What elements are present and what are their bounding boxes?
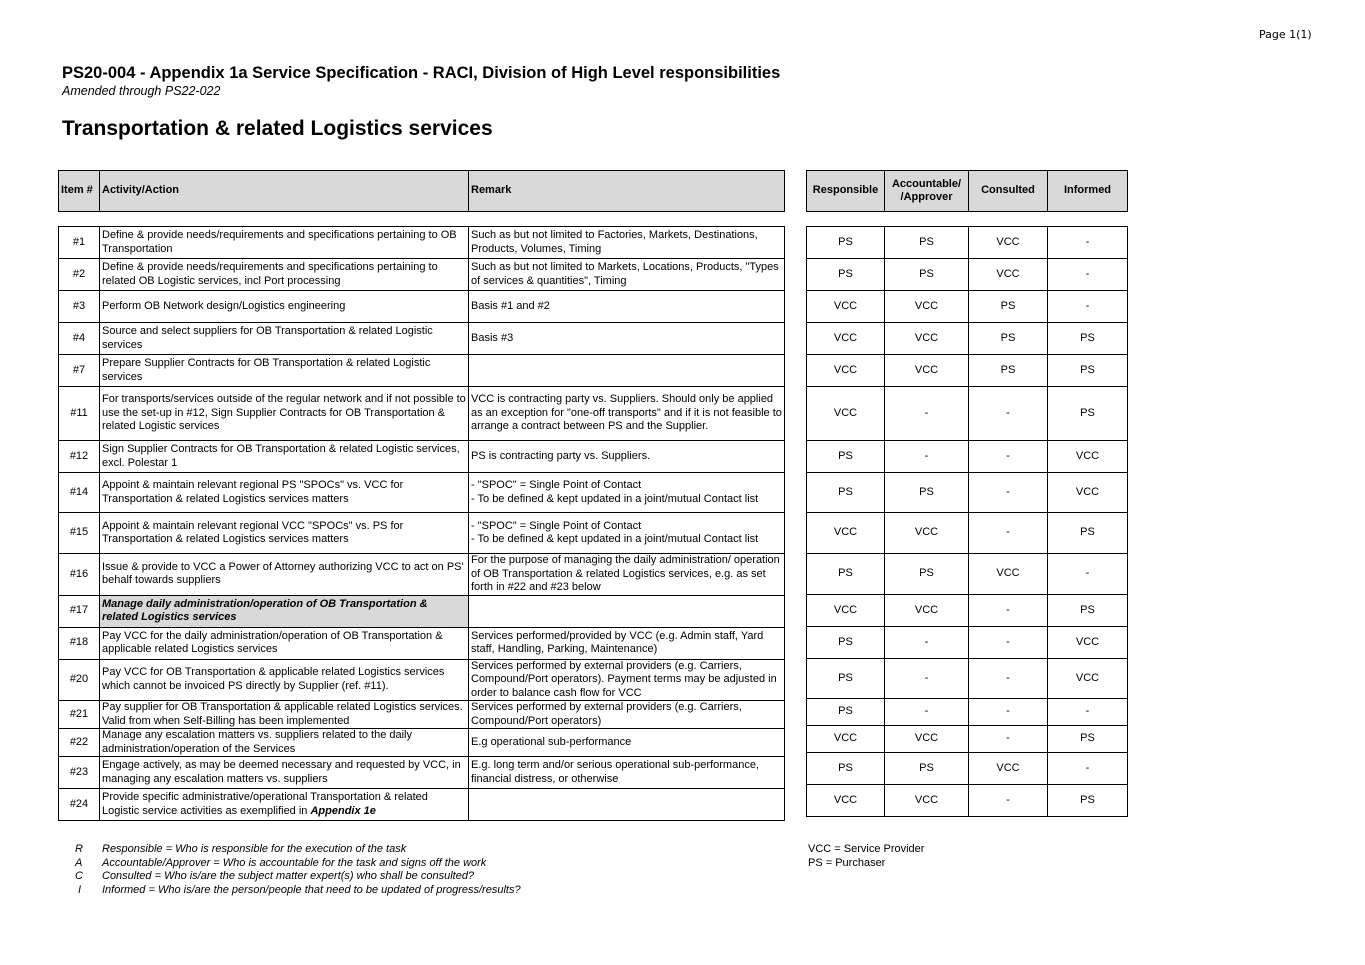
activity-table-header bbox=[58, 170, 785, 212]
accountable-cell: PS bbox=[885, 554, 969, 595]
item-number: #3 bbox=[59, 291, 100, 323]
table-row bbox=[59, 473, 785, 513]
table-row bbox=[59, 441, 785, 473]
responsible-cell: PS bbox=[807, 659, 885, 699]
responsible-cell: VCC bbox=[807, 513, 885, 554]
remark-cell: Services performed by external providers (e.g. Carriers, Compound/Port operators). Payment terms may be adjusted in order to balance cash flow for VCC bbox=[469, 659, 785, 701]
table-row bbox=[59, 627, 785, 659]
activity-cell: Appoint & maintain relevant regional VCC "SPOCs" vs. PS for Transportation & related Logistics services matters bbox=[100, 513, 469, 554]
item-number: #1 bbox=[59, 227, 100, 259]
raci-row bbox=[807, 659, 1128, 699]
table-row bbox=[59, 789, 785, 821]
table-row bbox=[59, 227, 785, 259]
responsible-cell: PS bbox=[807, 473, 885, 513]
item-number: #15 bbox=[59, 513, 100, 554]
informed-cell: PS bbox=[1048, 387, 1128, 441]
header-informed: Informed bbox=[1048, 171, 1128, 212]
responsible-cell: PS bbox=[807, 259, 885, 291]
responsible-cell: PS bbox=[807, 699, 885, 726]
header-accountable-line1: Accountable/ bbox=[891, 177, 962, 190]
legend-text: Consulted = Who is/are the subject matter expert(s) who shall be consulted? bbox=[102, 870, 475, 882]
informed-cell: - bbox=[1048, 291, 1128, 323]
item-number: #24 bbox=[59, 789, 100, 821]
informed-cell: PS bbox=[1048, 785, 1128, 817]
table-row bbox=[59, 729, 785, 757]
consulted-cell: - bbox=[969, 659, 1048, 699]
remark-cell: E.g operational sub-performance bbox=[469, 729, 785, 757]
consulted-cell: - bbox=[969, 627, 1048, 659]
responsible-cell: VCC bbox=[807, 355, 885, 387]
table-row bbox=[59, 701, 785, 729]
legend-text: Responsible = Who is responsible for the execution of the task bbox=[102, 843, 407, 855]
raci-row bbox=[807, 473, 1128, 513]
informed-cell: PS bbox=[1048, 355, 1128, 387]
accountable-cell: - bbox=[885, 627, 969, 659]
accountable-cell: VCC bbox=[885, 726, 969, 753]
raci-row bbox=[807, 323, 1128, 355]
table-row bbox=[59, 291, 785, 323]
consulted-cell: - bbox=[969, 387, 1048, 441]
remark-cell bbox=[469, 789, 785, 821]
remark-line: - "SPOC" = Single Point of Contact bbox=[471, 519, 642, 532]
responsible-cell: PS bbox=[807, 441, 885, 473]
activity-cell: Source and select suppliers for OB Transportation & related Logistic services bbox=[100, 323, 469, 355]
raci-legend bbox=[62, 843, 521, 897]
responsible-cell: PS bbox=[807, 554, 885, 595]
legend-key: C bbox=[75, 870, 83, 882]
consulted-cell: VCC bbox=[969, 227, 1048, 259]
legend-key: I bbox=[78, 883, 82, 896]
table-row bbox=[59, 323, 785, 355]
activity-cell: Pay VCC for OB Transportation & applicable related Logistics services which cannot be invoiced PS directly by Supplier (ref. #11). bbox=[100, 659, 469, 701]
document-title: PS20-004 - Appendix 1a Service Specification - RACI, Division of High Level responsibilities bbox=[62, 64, 781, 82]
activity-cell: Sign Supplier Contracts for OB Transportation & related Logistic services, excl. Polestar 1 bbox=[100, 441, 469, 473]
remark-cell: Services performed/provided by VCC (e.g. Admin staff, Yard staff, Handling, Parking, Maintenance) bbox=[469, 627, 785, 659]
activity-cell bbox=[100, 789, 469, 821]
table-row bbox=[59, 355, 785, 387]
raci-row bbox=[807, 441, 1128, 473]
remark-cell: VCC is contracting party vs. Suppliers. Should only be applied as an exception for "one-off transports" and if it is not feasible to arrange a contract between PS and the Supplier. bbox=[469, 387, 785, 441]
item-number: #23 bbox=[59, 757, 100, 789]
table-row bbox=[59, 259, 785, 291]
remark-cell: Such as but not limited to Markets, Locations, Products, "Types of services & quantities", Timing bbox=[469, 259, 785, 291]
item-number: #21 bbox=[59, 701, 100, 729]
informed-cell: VCC bbox=[1048, 441, 1128, 473]
item-number: #11 bbox=[59, 387, 100, 441]
remark-cell: Basis #1 and #2 bbox=[469, 291, 785, 323]
consulted-cell: - bbox=[969, 513, 1048, 554]
item-number: #20 bbox=[59, 659, 100, 701]
accountable-cell: VCC bbox=[885, 355, 969, 387]
section-title: Transportation & related Logistics services bbox=[62, 117, 493, 140]
legend-row bbox=[62, 884, 521, 898]
activity-cell: Define & provide needs/requirements and specifications pertaining to related OB Logistic services, incl Port processing bbox=[100, 259, 469, 291]
appendix-reference: Appendix 1e bbox=[310, 804, 376, 817]
responsible-cell: PS bbox=[807, 627, 885, 659]
header-responsible: Responsible bbox=[807, 171, 885, 212]
consulted-cell: VCC bbox=[969, 259, 1048, 291]
informed-cell: VCC bbox=[1048, 659, 1128, 699]
table-row bbox=[59, 595, 785, 627]
remark-line: - "SPOC" = Single Point of Contact bbox=[471, 479, 642, 491]
consulted-cell: - bbox=[969, 441, 1048, 473]
raci-row bbox=[807, 753, 1128, 785]
legend-key: A bbox=[75, 856, 83, 869]
informed-cell: - bbox=[1048, 227, 1128, 259]
activity-cell: For transports/services outside of the regular network and if not possible to use the set-up in #12, Sign Supplier Contracts for OB Transportation & related Logistic services bbox=[100, 387, 469, 441]
activity-cell: Appoint & maintain relevant regional PS "SPOCs" vs. VCC for Transportation & related Logistics services matters bbox=[100, 473, 469, 513]
responsible-cell: VCC bbox=[807, 291, 885, 323]
abbreviation-vcc: VCC = Service Provider bbox=[808, 843, 925, 855]
consulted-cell: - bbox=[969, 785, 1048, 817]
legend-text: Informed = Who is/are the person/people that need to be updated of progress/results? bbox=[102, 883, 521, 896]
accountable-cell: - bbox=[885, 387, 969, 441]
raci-row bbox=[807, 259, 1128, 291]
responsible-cell: VCC bbox=[807, 726, 885, 753]
activity-cell: Manage any escalation matters vs. suppliers related to the daily administration/operation of the Services bbox=[100, 729, 469, 757]
item-number: #17 bbox=[59, 595, 100, 627]
remark-cell bbox=[469, 595, 785, 627]
header-item: Item # bbox=[59, 171, 100, 212]
raci-table bbox=[806, 226, 1128, 817]
informed-cell: - bbox=[1048, 753, 1128, 785]
raci-table-header bbox=[806, 170, 1128, 212]
table-row bbox=[59, 554, 785, 596]
remark-cell: E.g. long term and/or serious operational sub-performance, financial distress, or otherwise bbox=[469, 757, 785, 789]
accountable-cell: PS bbox=[885, 259, 969, 291]
item-number: #12 bbox=[59, 441, 100, 473]
activity-cell: Pay VCC for the daily administration/operation of OB Transportation & applicable related Logistics services bbox=[100, 627, 469, 659]
raci-row bbox=[807, 627, 1128, 659]
item-number: #14 bbox=[59, 473, 100, 513]
informed-cell: - bbox=[1048, 259, 1128, 291]
raci-row bbox=[807, 513, 1128, 554]
item-number: #2 bbox=[59, 259, 100, 291]
header-accountable bbox=[885, 171, 969, 212]
document-subtitle: Amended through PS22-022 bbox=[62, 84, 221, 98]
remark-line: - To be defined & kept updated in a joint/mutual Contact list bbox=[471, 533, 759, 545]
accountable-cell: PS bbox=[885, 227, 969, 259]
accountable-cell: VCC bbox=[885, 595, 969, 627]
accountable-cell: - bbox=[885, 441, 969, 473]
page-number: Page 1(1) bbox=[1259, 28, 1312, 41]
activity-table bbox=[58, 226, 785, 821]
remark-cell: Services performed by external providers (e.g. Carriers, Compound/Port operators) bbox=[469, 701, 785, 729]
activity-cell: Prepare Supplier Contracts for OB Transportation & related Logistic services bbox=[100, 355, 469, 387]
table-row bbox=[59, 387, 785, 441]
responsible-cell: VCC bbox=[807, 595, 885, 627]
consulted-cell: PS bbox=[969, 323, 1048, 355]
remark-cell bbox=[469, 473, 785, 513]
accountable-cell: PS bbox=[885, 473, 969, 513]
item-number: #22 bbox=[59, 729, 100, 757]
header-remark: Remark bbox=[469, 171, 785, 212]
raci-row bbox=[807, 554, 1128, 595]
informed-cell: PS bbox=[1048, 323, 1128, 355]
header-activity: Activity/Action bbox=[100, 171, 469, 212]
informed-cell: VCC bbox=[1048, 473, 1128, 513]
raci-row bbox=[807, 291, 1128, 323]
accountable-cell: - bbox=[885, 699, 969, 726]
informed-cell: - bbox=[1048, 699, 1128, 726]
legend-row bbox=[62, 843, 521, 857]
legend-key: R bbox=[75, 843, 83, 855]
responsible-cell: PS bbox=[807, 753, 885, 785]
consulted-cell: PS bbox=[969, 291, 1048, 323]
accountable-cell: VCC bbox=[885, 291, 969, 323]
responsible-cell: PS bbox=[807, 227, 885, 259]
remark-cell: Basis #3 bbox=[469, 323, 785, 355]
legend-row bbox=[62, 870, 521, 884]
remark-cell bbox=[469, 513, 785, 554]
raci-row bbox=[807, 699, 1128, 726]
accountable-cell: PS bbox=[885, 753, 969, 785]
legend-text: Accountable/Approver = Who is accountable for the task and signs off the work bbox=[102, 856, 487, 869]
table-row bbox=[59, 513, 785, 554]
responsible-cell: VCC bbox=[807, 785, 885, 817]
raci-row bbox=[807, 355, 1128, 387]
table-row bbox=[59, 659, 785, 701]
abbreviation-ps: PS = Purchaser bbox=[808, 856, 886, 869]
activity-cell: Perform OB Network design/Logistics engineering bbox=[100, 291, 469, 323]
informed-cell: VCC bbox=[1048, 627, 1128, 659]
accountable-cell: VCC bbox=[885, 785, 969, 817]
raci-row bbox=[807, 785, 1128, 817]
activity-cell: Issue & provide to VCC a Power of Attorney authorizing VCC to act on PS' behalf towards suppliers bbox=[100, 554, 469, 596]
accountable-cell: - bbox=[885, 659, 969, 699]
activity-cell: Manage daily administration/operation of OB Transportation & related Logistics services bbox=[100, 595, 469, 627]
remark-cell: Such as but not limited to Factories, Markets, Destinations, Products, Volumes, Timing bbox=[469, 227, 785, 259]
raci-row bbox=[807, 387, 1128, 441]
informed-cell: - bbox=[1048, 554, 1128, 595]
header-consulted: Consulted bbox=[969, 171, 1048, 212]
consulted-cell: - bbox=[969, 726, 1048, 753]
informed-cell: PS bbox=[1048, 726, 1128, 753]
item-number: #18 bbox=[59, 627, 100, 659]
responsible-cell: VCC bbox=[807, 323, 885, 355]
abbreviation-list bbox=[808, 843, 924, 870]
remark-cell: PS is contracting party vs. Suppliers. bbox=[469, 441, 785, 473]
raci-row bbox=[807, 227, 1128, 259]
consulted-cell: VCC bbox=[969, 753, 1048, 785]
raci-row bbox=[807, 726, 1128, 753]
consulted-cell: - bbox=[969, 473, 1048, 513]
remark-cell: For the purpose of managing the daily administration/ operation of OB Transportation & related Logistics services, e.g. as set forth in #22 and #23 below bbox=[469, 554, 785, 596]
consulted-cell: PS bbox=[969, 355, 1048, 387]
activity-text: Provide specific administrative/operational Transportation & related Logistic service activities as exemplified in bbox=[102, 791, 428, 817]
item-number: #7 bbox=[59, 355, 100, 387]
accountable-cell: VCC bbox=[885, 513, 969, 554]
informed-cell: PS bbox=[1048, 513, 1128, 554]
consulted-cell: - bbox=[969, 699, 1048, 726]
table-row bbox=[59, 757, 785, 789]
responsible-cell: VCC bbox=[807, 387, 885, 441]
header-accountable-line2: /Approver bbox=[900, 191, 953, 203]
consulted-cell: - bbox=[969, 595, 1048, 627]
activity-cell: Pay supplier for OB Transportation & applicable related Logistics services. Valid from when Self-Billing has been implemented bbox=[100, 701, 469, 729]
activity-cell: Engage actively, as may be deemed necessary and requested by VCC, in managing any escalation matters vs. suppliers bbox=[100, 757, 469, 789]
legend-row bbox=[62, 857, 521, 871]
consulted-cell: VCC bbox=[969, 554, 1048, 595]
item-number: #16 bbox=[59, 554, 100, 596]
accountable-cell: VCC bbox=[885, 323, 969, 355]
informed-cell: PS bbox=[1048, 595, 1128, 627]
remark-line: - To be defined & kept updated in a joint/mutual Contact list bbox=[471, 492, 759, 505]
remark-cell bbox=[469, 355, 785, 387]
raci-row bbox=[807, 595, 1128, 627]
item-number: #4 bbox=[59, 323, 100, 355]
activity-cell: Define & provide needs/requirements and specifications pertaining to OB Transportation bbox=[100, 227, 469, 259]
